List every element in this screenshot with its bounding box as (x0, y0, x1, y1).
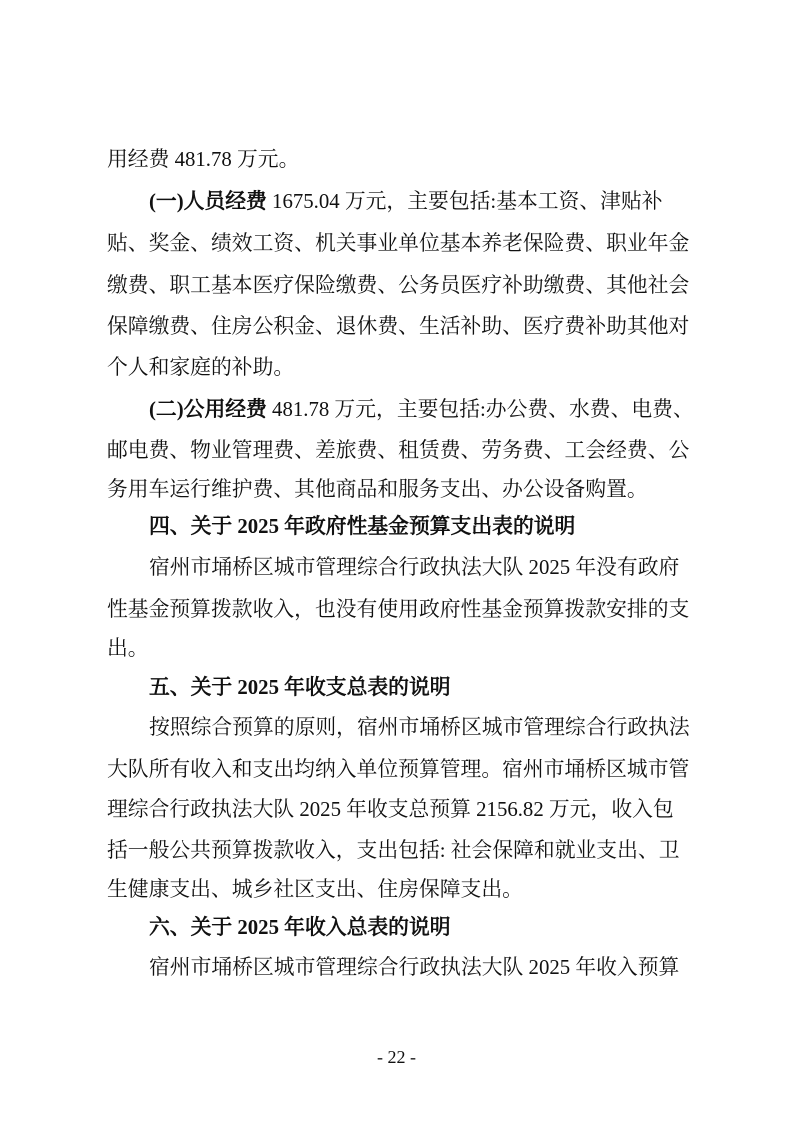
page-number: - 22 - (377, 1047, 416, 1067)
paragraph-line: 贴、奖金、绩效工资、机关事业单位基本养老保险费、职业年金 (107, 232, 690, 255)
paragraph-line: 按照综合预算的原则，宿州市埇桥区城市管理综合行政执法 (149, 716, 690, 739)
personnel-expenses-label: (一)人员经费 (149, 190, 267, 213)
paragraph-line: 个人和家庭的补助。 (107, 356, 295, 379)
public-expenses-label: (二)公用经费 (149, 398, 267, 421)
section-heading: 四、关于 2025 年政府性基金预算支出表的说明 (149, 515, 576, 538)
paragraph-line: 缴费、职工基本医疗保险缴费、公务员医疗补助缴费、其他社会 (107, 274, 690, 297)
paragraph-line (149, 395, 694, 425)
paragraph-line: 宿州市埇桥区城市管理综合行政执法大队 2025 年没有政府 (149, 556, 680, 579)
section-heading: 五、关于 2025 年收支总表的说明 (149, 676, 451, 699)
paragraph-line: 邮电费、物业管理费、差旅费、租赁费、劳务费、工会经费、公 (107, 439, 690, 462)
section-heading: 六、关于 2025 年收入总表的说明 (149, 916, 451, 939)
paragraph-line: 出。 (107, 637, 149, 660)
paragraph-line: 保障缴费、住房公积金、退休费、生活补助、医疗费补助其他对 (107, 315, 690, 338)
paragraph-line: 宿州市埇桥区城市管理综合行政执法大队 2025 年收入预算 (149, 956, 680, 979)
paragraph-line: 括一般公共预算拨款收入，支出包括: 社会保障和就业支出、卫 (107, 839, 680, 862)
paragraph-text: 481.78 万元，主要包括:办公费、水费、电费、 (266, 398, 694, 421)
paragraph-line: 性基金预算拨款收入，也没有使用政府性基金预算拨款安排的支 (107, 598, 690, 621)
paragraph-line (149, 187, 663, 217)
paragraph-text: 1675.04 万元，主要包括:基本工资、津贴补 (266, 190, 663, 213)
paragraph-line: 大队所有收入和支出均纳入单位预算管理。宿州市埇桥区城市管 (107, 758, 690, 781)
paragraph-line: 理综合行政执法大队 2025 年收支总预算 2156.82 万元，收入包 (107, 798, 674, 821)
paragraph-line: 生健康支出、城乡社区支出、住房保障支出。 (107, 878, 523, 901)
continuation-line: 用经费 481.78 万元。 (107, 148, 300, 171)
paragraph-line: 务用车运行维护费、其他商品和服务支出、办公设备购置。 (107, 478, 648, 501)
